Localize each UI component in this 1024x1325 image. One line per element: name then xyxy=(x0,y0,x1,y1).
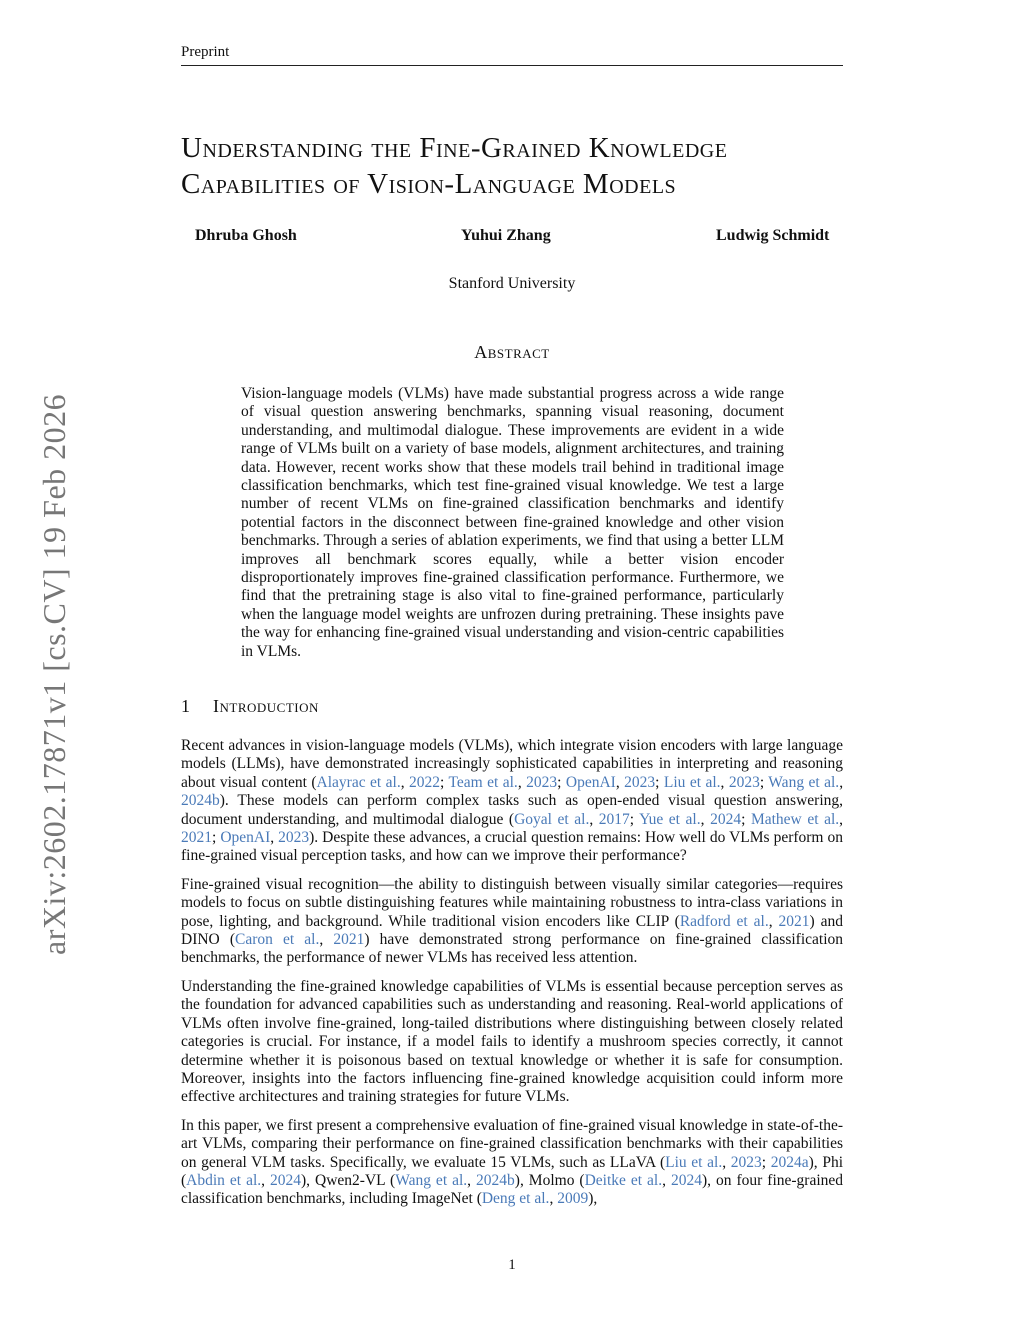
citation-link[interactable]: 2017 xyxy=(598,810,630,828)
text-run: ; xyxy=(212,829,221,847)
text-run: , xyxy=(589,810,599,828)
citation-link[interactable]: Deitke et al. xyxy=(584,1171,663,1189)
citation-link[interactable]: 2024a xyxy=(770,1153,809,1171)
citation-link[interactable]: Wang et al. xyxy=(768,773,840,791)
paragraph-2 xyxy=(181,876,843,968)
text-run: , xyxy=(261,1171,270,1189)
citation-link[interactable]: Liu et al. xyxy=(663,773,721,791)
section-number: 1 xyxy=(181,696,191,716)
citation-link[interactable]: Goyal et al. xyxy=(514,810,590,828)
text-run: , xyxy=(400,773,410,791)
text-run: ), xyxy=(588,1190,598,1208)
text-run: ; xyxy=(655,773,664,791)
text-run: , xyxy=(517,773,527,791)
text-run: ), Molmo ( xyxy=(514,1171,585,1189)
text-run: , xyxy=(549,1190,558,1208)
citation-link[interactable]: 2024 xyxy=(710,810,742,828)
text-run: ). Despite these advances, a crucial question remains: How well do VLMs perform on fine-grained visual perception tasks, and how can we improve their performance? xyxy=(181,829,843,865)
title-line-1: Understanding the Fine-Grained Knowledge xyxy=(181,132,728,164)
text-run: ; xyxy=(440,773,449,791)
introduction-body xyxy=(181,737,843,1219)
header-label: Preprint xyxy=(181,44,230,60)
citation-link[interactable]: Alayrac et al. xyxy=(316,773,401,791)
citation-link[interactable]: 2024 xyxy=(670,1171,702,1189)
citation-link[interactable]: 2023 xyxy=(526,773,558,791)
text-run: , xyxy=(319,931,334,949)
text-run: , xyxy=(700,810,711,828)
text-run: , xyxy=(270,829,279,847)
text-run: , xyxy=(720,773,729,791)
citation-link[interactable]: 2023 xyxy=(624,773,656,791)
page-number: 1 xyxy=(508,1257,516,1273)
text-run: ; xyxy=(761,1153,771,1171)
author-3: Ludwig Schmidt xyxy=(716,227,830,244)
citation-link[interactable]: 2009 xyxy=(557,1190,589,1208)
abstract-heading: Abstract xyxy=(474,342,550,362)
arxiv-identifier-stamp: arXiv:2602.17871v1 [cs.CV] 19 Feb 2026 xyxy=(36,393,72,955)
citation-link[interactable]: Deng et al. xyxy=(481,1190,550,1208)
text-run: , xyxy=(662,1171,671,1189)
abstract-text: Vision-language models (VLMs) have made substantial progress across a wide range of visual question answering benchmarks, spanning visual reasoning, document understanding, and multimodal dialogue. These improvements are evident in a wide range of VLMs built on a variety of base models, alignment architectures, and training data. However, recent works show that these models trail behind in traditional image classification benchmarks, which test fine-grained visual knowledge. We test a large number of recent VLMs on fine-grained classification benchmarks and identify potential factors in the disconnect between fine-grained knowledge and other vision benchmarks. Through a series of ablation experiments, we find that using a better LLM improves all benchmark scores equally, while a better vision encoder disproportionately improves fine-grained classification performance. Furthermore, we find that the pretraining stage is also vital to fine-grained performance, particularly when the language model weights are unfrozen during pretraining. These insights pave the way for enhancing fine-grained visual understanding and vision-centric capabilities in VLMs. xyxy=(241,385,784,660)
citation-link[interactable]: Liu et al. xyxy=(665,1153,723,1171)
text-run: , xyxy=(615,773,625,791)
text-run: , xyxy=(467,1171,477,1189)
citation-link[interactable]: Team et al. xyxy=(448,773,518,791)
affiliation: Stanford University xyxy=(448,275,576,292)
citation-link[interactable]: Caron et al. xyxy=(235,931,320,949)
text-run: ; xyxy=(557,773,566,791)
citation-link[interactable]: Radford et al. xyxy=(679,912,769,930)
author-list xyxy=(181,227,843,249)
author-2: Yuhui Zhang xyxy=(461,227,551,244)
text-run: ) and DINO ( xyxy=(181,912,844,949)
citation-link[interactable]: 2021 xyxy=(333,931,365,949)
section-heading-introduction xyxy=(181,696,581,717)
citation-link[interactable]: 2023 xyxy=(730,1153,762,1171)
text-run: ) have demonstrated strong performance on fine-grained classification benchmarks, the performance of newer VLMs has received less attention. xyxy=(181,931,844,967)
author-1: Dhruba Ghosh xyxy=(195,227,297,244)
running-header xyxy=(181,44,843,66)
text-run: , xyxy=(839,773,844,791)
citation-link[interactable]: 2024b xyxy=(476,1171,515,1189)
citation-link[interactable]: 2021 xyxy=(181,829,212,847)
text-run: In this paper, we first present a comprehensive evaluation of fine-grained visual knowledge in state-of-the-art VLMs, comparing their performance on fine-grained classification benchmarks with their capabilities on general VLM tasks. Specifically, we evaluate 15 VLMs, such as LLaVA ( xyxy=(181,1116,843,1171)
section-title: Introduction xyxy=(213,696,319,716)
citation-link[interactable]: 2024 xyxy=(270,1171,301,1189)
text-run: ; xyxy=(759,773,769,791)
citation-link[interactable]: Yue et al. xyxy=(639,810,701,828)
citation-link[interactable]: OpenAI xyxy=(565,773,616,791)
text-run: Recent advances in vision-language models (VLMs), which integrate vision encoders with large language models (LLMs), have demonstrated increasingly sophisticated capabilities in interpreting and reasoning about visual content ( xyxy=(181,737,843,791)
text-run: , xyxy=(768,912,779,930)
text-run: ; xyxy=(741,810,751,828)
citation-link[interactable]: 2023 xyxy=(728,773,760,791)
text-run: ), on four fine-grained classification benchmarks, including ImageNet ( xyxy=(181,1171,844,1208)
paragraph-3: Understanding the fine-grained knowledge capabilities of VLMs is essential because perception serves as the foundation for advanced capabilities such as understanding and reasoning. Real-world applications of VLMs often involve fine-grained, long-tailed distributions where distinguishing between closely related categories is crucial. For instance, if a model fails to identify a mushroom species correctly, it cannot determine whether it is poisonous based on textual knowledge or whether it is safe for consumption. Moreover, insights into the factors influencing fine-grained knowledge acquisition could inform more effective architectures and training strategies for future VLMs. xyxy=(181,977,843,1106)
citation-link[interactable]: Abdin et al. xyxy=(186,1171,262,1189)
citation-link[interactable]: 2022 xyxy=(409,773,441,791)
citation-link[interactable]: 2023 xyxy=(278,829,310,847)
title-line-2: Capabilities of Vision-Language Models xyxy=(181,168,677,200)
citation-link[interactable]: OpenAI xyxy=(220,829,271,847)
text-run: ), Phi ( xyxy=(181,1153,844,1189)
paragraph-4 xyxy=(181,1117,843,1209)
citation-link[interactable]: Wang et al. xyxy=(395,1171,468,1189)
citation-link[interactable]: 2024b xyxy=(181,792,220,810)
text-run: ). These models can perform complex tasks such as open-ended visual question answering, document understanding, and multimodal dialogue ( xyxy=(181,792,843,828)
paper-title xyxy=(181,130,861,202)
citation-link[interactable]: Mathew et al. xyxy=(750,810,840,828)
text-run: , xyxy=(722,1153,731,1171)
text-run: ; xyxy=(629,810,640,828)
citation-link[interactable]: 2021 xyxy=(778,912,810,930)
paragraph-1 xyxy=(181,737,843,866)
text-run: , xyxy=(839,810,844,828)
text-run: Fine-grained visual recognition—the ability to distinguish between visually similar categories—requires models to focus on subtle distinguishing features while maintaining robustness to intra-class variations in pose, lighting, and background. While traditional vision encoders like CLIP ( xyxy=(181,875,843,930)
text-run: ), Qwen2-VL ( xyxy=(301,1171,396,1189)
